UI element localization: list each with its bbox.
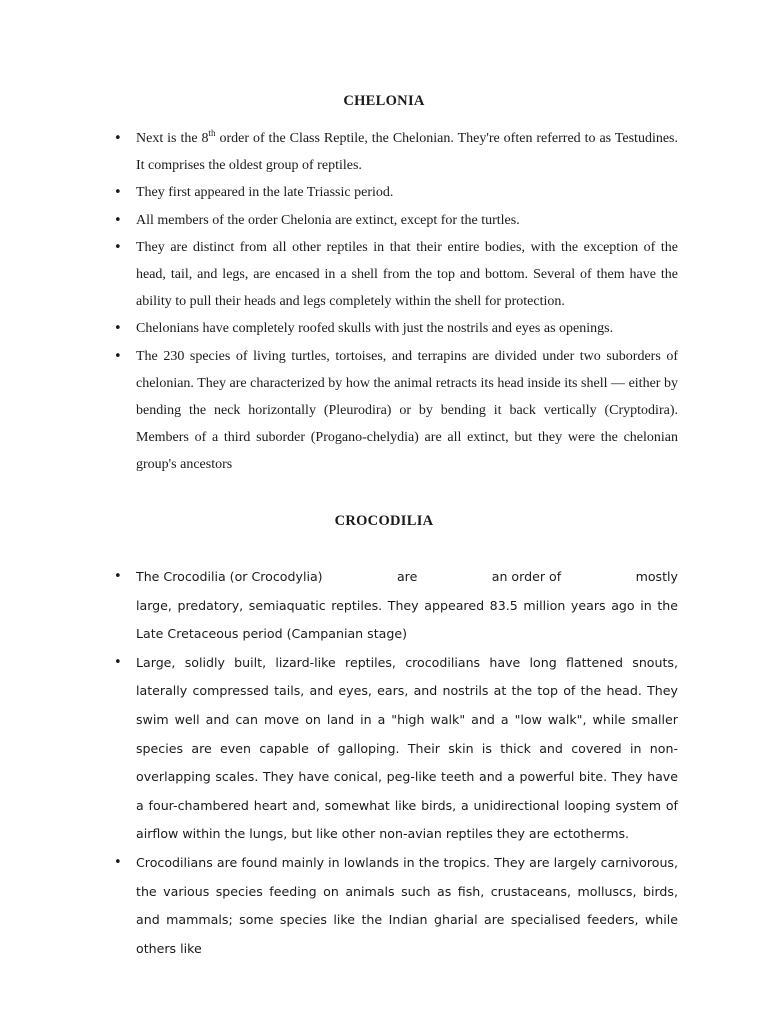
crocodilia-bullet-list [136, 563, 678, 963]
first-line-word-2: are [396, 569, 418, 584]
crocodilia-bullet-1 [136, 563, 678, 649]
crocodilia-bullet-3: • Crocodilians are found mainly in lowlands in the tropics. They are largely carnivorous, the various species feeding on animals such as fish, crustaceans, molluscs, birds, and mammals; some species like the Indian gharial are specialised feeders, while others like [136, 849, 678, 963]
crocodilia-bullet-2: • Large, solidly built, lizard-like reptiles, crocodilians have long flattened snouts, laterally compressed tails, and eyes, ears, and nostrils at the top of the head. They swim well and can move on land in a "high walk" and a "low walk", while smaller species are even capable of galloping. Their skin is thick and covered in non-overlapping scales. They have conical, peg-like teeth and a powerful bite. They have a four-chambered heart and, somewhat like birds, a unidirectional looping system of airflow within the lungs, but like other non-avian reptiles they are ectotherms. [136, 649, 678, 849]
crocodilia-bullet-1-first-line [136, 563, 678, 592]
ordinal-superscript: th [208, 128, 216, 138]
chelonia-bullet-1 [136, 125, 678, 179]
chelonia-bullet-2: • They first appeared in the late Triassic period. [136, 179, 678, 206]
first-line-word-3: an order of [491, 569, 562, 584]
chelonia-bullet-5: • Chelonians have completely roofed skulls with just the nostrils and eyes as openings. [136, 315, 678, 342]
first-line-word-4: mostly [635, 569, 678, 584]
crocodilia-bullet-1-rest: large, predatory, semiaquatic reptiles. They appeared 83.5 million years ago in the Late Cretaceous period (Campanian stage) [136, 597, 678, 642]
chelonia-bullet-1-text-b: order of the Class Reptile, the Chelonian. They're often referred to as Testudines. It comprises the oldest group of reptiles. [136, 131, 678, 174]
chelonia-bullet-6: • The 230 species of living turtles, tortoises, and terrapins are divided under two suborders of chelonian. They are characterized by how the animal retracts its head inside its shell — either by bending the neck horizontally (Pleurodira) or by bending it back vertically (Cryptodira). Members of a third suborder (Progano-chelydia) are all extinct, but they were the chelonian group's ancestors [136, 343, 678, 479]
chelonia-bullet-list [136, 125, 678, 479]
chelonia-heading: CHELONIA [343, 93, 425, 109]
chelonia-bullet-3: • All members of the order Chelonia are extinct, except for the turtles. [136, 207, 678, 234]
chelonia-bullet-4: • They are distinct from all other reptiles in that their entire bodies, with the exception of the head, tail, and legs, are encased in a shell from the top and bottom. Several of them have the ability to pull their heads and legs completely within the shell for protection. [136, 234, 678, 316]
chelonia-bullet-1-text-a: Next is the 8 [136, 131, 209, 146]
first-line-word-1: • The Crocodilia (or Crocodylia) [136, 569, 323, 584]
crocodilia-heading: CROCODILIA [334, 513, 434, 529]
